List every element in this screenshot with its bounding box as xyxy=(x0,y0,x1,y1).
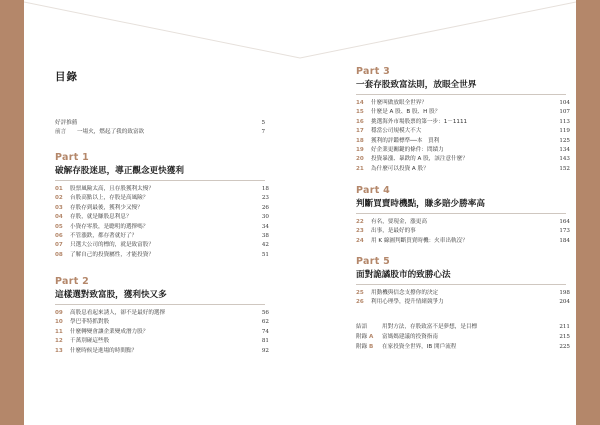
front-page: 5 xyxy=(261,120,265,126)
chapter-title: 出事，是最好的事 xyxy=(371,228,416,235)
back-page: 225 xyxy=(559,343,570,350)
part-label: Part 1 xyxy=(55,152,90,163)
part-label: Part 5 xyxy=(356,256,391,267)
chapter-title: 只選大公司的標的，就是致富股？ xyxy=(70,242,154,249)
chapter-row xyxy=(55,318,269,327)
chapter-page: 184 xyxy=(559,237,570,244)
chapter-row xyxy=(356,227,570,236)
front-matter xyxy=(55,119,265,137)
chapter-page: 134 xyxy=(559,146,570,153)
front-text: 好評推薦 xyxy=(55,120,78,126)
chapter-title: 小資存零股，是聰明的選擇嗎？ xyxy=(70,223,149,230)
chapter-title: 有名，要現金，漲更高 xyxy=(371,219,427,225)
chapter-page: 56 xyxy=(261,310,269,316)
chapter-row xyxy=(356,165,570,174)
chapter-page: 26 xyxy=(261,204,269,211)
chapter-number: 12 xyxy=(55,338,63,345)
chapter-number: 20 xyxy=(356,156,364,163)
chapter-row xyxy=(55,337,269,346)
chapter-title: 了解自己的投資屬性，才能投資？ xyxy=(70,251,154,258)
chapter-number: 09 xyxy=(55,310,63,316)
chapter-page: 173 xyxy=(559,228,570,235)
chapter-title: 學巴菲特抓對股 xyxy=(70,319,110,326)
chapter-number: 06 xyxy=(55,232,63,239)
divider xyxy=(356,213,566,214)
part-1-section xyxy=(55,152,269,260)
chapter-title: 不管漲跌，都存著就好了？ xyxy=(70,232,138,239)
part-label: Part 4 xyxy=(356,185,391,196)
chapter-row xyxy=(356,118,570,127)
chapter-page: 81 xyxy=(261,338,269,345)
part-title: 判斷買賣時機點，賺多賠少勝率高 xyxy=(356,199,485,209)
back-label xyxy=(356,343,382,353)
chapter-row xyxy=(356,108,570,117)
chapter-number: 10 xyxy=(55,319,63,326)
chapter-number: 05 xyxy=(55,223,63,230)
chapter-title: 為什麼可以投資 A 股？ xyxy=(371,165,429,172)
chapter-row xyxy=(55,194,269,203)
back-page: 211 xyxy=(559,324,570,330)
chapter-page: 92 xyxy=(261,347,269,354)
chapter-number: 07 xyxy=(55,242,63,249)
chapter-title: 挑選海外市場股票的第一步：1－1111 xyxy=(371,118,468,125)
chapter-page: 119 xyxy=(559,128,570,135)
chapter-number: 13 xyxy=(55,347,63,354)
toc-title: 目錄 xyxy=(55,71,78,83)
part-title: 面對詭譎股市的致勝心法 xyxy=(356,270,451,280)
back-letter: A xyxy=(368,333,374,340)
chapter-row xyxy=(55,241,269,250)
chapter-title: 存股存到最後，獲利少又慢？ xyxy=(70,204,143,211)
chapter-row xyxy=(55,251,269,260)
chapter-row xyxy=(356,218,570,227)
left-page xyxy=(52,0,270,425)
chapter-page: 30 xyxy=(261,214,269,221)
part-label: Part 2 xyxy=(55,276,90,287)
front-label: 前言 xyxy=(55,129,67,135)
back-label-text: 附錄 xyxy=(356,333,368,340)
chapter-title: 利用心理學，提升情緒競爭力 xyxy=(371,299,444,306)
chapter-title: 用動機與信念支撐你的決定 xyxy=(371,290,439,296)
part-title: 一套存股致富法則，放眼全世界 xyxy=(356,80,477,90)
chapter-row xyxy=(55,204,269,213)
chapter-number: 19 xyxy=(356,146,364,153)
chapter-title: 獲利的評鑑標準──本 買利 xyxy=(371,137,440,144)
back-label-text: 結語 xyxy=(356,324,368,330)
part-label: Part 3 xyxy=(356,66,391,77)
chapter-title: 存股，就是賺股息利息？ xyxy=(70,214,132,221)
chapter-page: 104 xyxy=(559,100,570,106)
chapter-row xyxy=(356,298,570,307)
chapter-page: 51 xyxy=(261,251,269,258)
chapter-number: 21 xyxy=(356,165,364,172)
chapter-row xyxy=(55,232,269,241)
chapter-page: 18 xyxy=(261,186,269,192)
back-label-text: 附錄 xyxy=(356,343,368,350)
chapter-number: 11 xyxy=(55,328,63,335)
chapter-title: 什麼叫做放眼全世界？ xyxy=(371,100,427,106)
chapter-page: 74 xyxy=(261,328,269,335)
chapter-number: 18 xyxy=(356,137,364,144)
chapter-number: 01 xyxy=(55,186,63,192)
chapter-title: 高股息看起來誘人，卻不是最好的選擇 xyxy=(70,310,166,316)
chapter-number: 08 xyxy=(55,251,63,258)
chapter-title: 什麼轉變會讓企業變成潛力股？ xyxy=(70,328,149,335)
chapter-page: 125 xyxy=(559,137,570,144)
back-page: 215 xyxy=(559,333,570,340)
chapter-row xyxy=(356,99,570,108)
front-text: 一場火，燃起了我的致富欲 xyxy=(77,129,145,135)
chapter-page: 204 xyxy=(559,299,570,306)
chapter-page: 34 xyxy=(261,223,269,230)
front-page: 7 xyxy=(261,129,265,135)
chapter-page: 38 xyxy=(261,232,269,239)
chapter-row xyxy=(356,146,570,155)
chapter-number: 16 xyxy=(356,118,364,125)
chapter-title: 什麼是 A 股、B 股、H 股？ xyxy=(371,109,441,116)
back-text: 在家投資全世界，IB 開戶流程 xyxy=(382,343,457,350)
chapter-row xyxy=(55,185,269,194)
back-letter: B xyxy=(368,343,374,350)
back-matter-row xyxy=(356,343,570,353)
chapter-title: 什麼時候是進場的時間點？ xyxy=(70,347,138,354)
back-label xyxy=(356,323,382,333)
chapter-number: 23 xyxy=(356,228,364,235)
chapter-number: 15 xyxy=(356,109,364,116)
chapter-row xyxy=(55,347,269,356)
right-page xyxy=(356,0,572,425)
chapter-page: 152 xyxy=(559,165,570,172)
front-matter-row xyxy=(55,128,265,137)
chapter-title: 穩當公司規模大不大 xyxy=(371,128,422,135)
chapter-number: 24 xyxy=(356,237,364,244)
part-title: 這樣選對致富股，獲利快又多 xyxy=(55,290,167,300)
chapter-row xyxy=(356,137,570,146)
chapter-title: 好企業更關鍵的條件：問績力 xyxy=(371,146,444,153)
chapter-title: 千萬別碰這些股 xyxy=(70,338,110,345)
chapter-title: 台股高點以上，存股是高風險？ xyxy=(70,195,149,202)
back-text: 富媽媽建議的投資指南 xyxy=(382,333,438,340)
chapter-title: 股票風險太高，且存股獲利太慢？ xyxy=(70,186,154,192)
front-matter-row xyxy=(55,119,265,128)
chapter-number: 02 xyxy=(55,195,63,202)
chapter-page: 113 xyxy=(559,118,570,125)
chapter-row xyxy=(356,289,570,298)
chapter-number: 14 xyxy=(356,100,364,106)
back-label xyxy=(356,333,382,343)
back-matter xyxy=(356,323,570,352)
chapter-row xyxy=(356,155,570,164)
book-spread xyxy=(24,0,576,425)
chapter-title: 投資暴漲、暴跌的 A 股，該注意什麼？ xyxy=(371,156,468,163)
chapter-number: 26 xyxy=(356,299,364,306)
part-4-section xyxy=(356,185,570,246)
chapter-row xyxy=(55,223,269,232)
chapter-row xyxy=(55,309,269,318)
divider xyxy=(55,304,265,305)
part-2-section xyxy=(55,276,269,356)
chapter-row xyxy=(356,127,570,136)
chapter-page: 107 xyxy=(559,109,570,116)
chapter-page: 164 xyxy=(559,219,570,225)
part-3-section xyxy=(356,66,570,174)
back-matter-row xyxy=(356,323,570,333)
chapter-row xyxy=(356,237,570,246)
chapter-number: 03 xyxy=(55,204,63,211)
chapter-page: 62 xyxy=(261,319,269,326)
chapter-title: 用 K 線圖判斷買賣時機：火車出軌沒？ xyxy=(371,237,468,244)
chapter-row xyxy=(55,328,269,337)
chapter-page: 42 xyxy=(261,242,269,249)
part-title: 破解存股迷思，導正觀念更快獲利 xyxy=(55,166,184,176)
divider xyxy=(356,284,566,285)
chapter-page: 198 xyxy=(559,290,570,296)
back-text: 用對方法，存股致富不是夢想，是目標 xyxy=(382,324,478,330)
back-matter-row xyxy=(356,333,570,343)
chapter-page: 143 xyxy=(559,156,570,163)
chapter-number: 04 xyxy=(55,214,63,221)
part-5-section xyxy=(356,256,570,308)
chapter-number: 22 xyxy=(356,219,364,225)
chapter-row xyxy=(55,213,269,222)
divider xyxy=(356,94,566,95)
chapter-page: 23 xyxy=(261,195,269,202)
chapter-number: 17 xyxy=(356,128,364,135)
chapter-number: 25 xyxy=(356,290,364,296)
divider xyxy=(55,180,265,181)
